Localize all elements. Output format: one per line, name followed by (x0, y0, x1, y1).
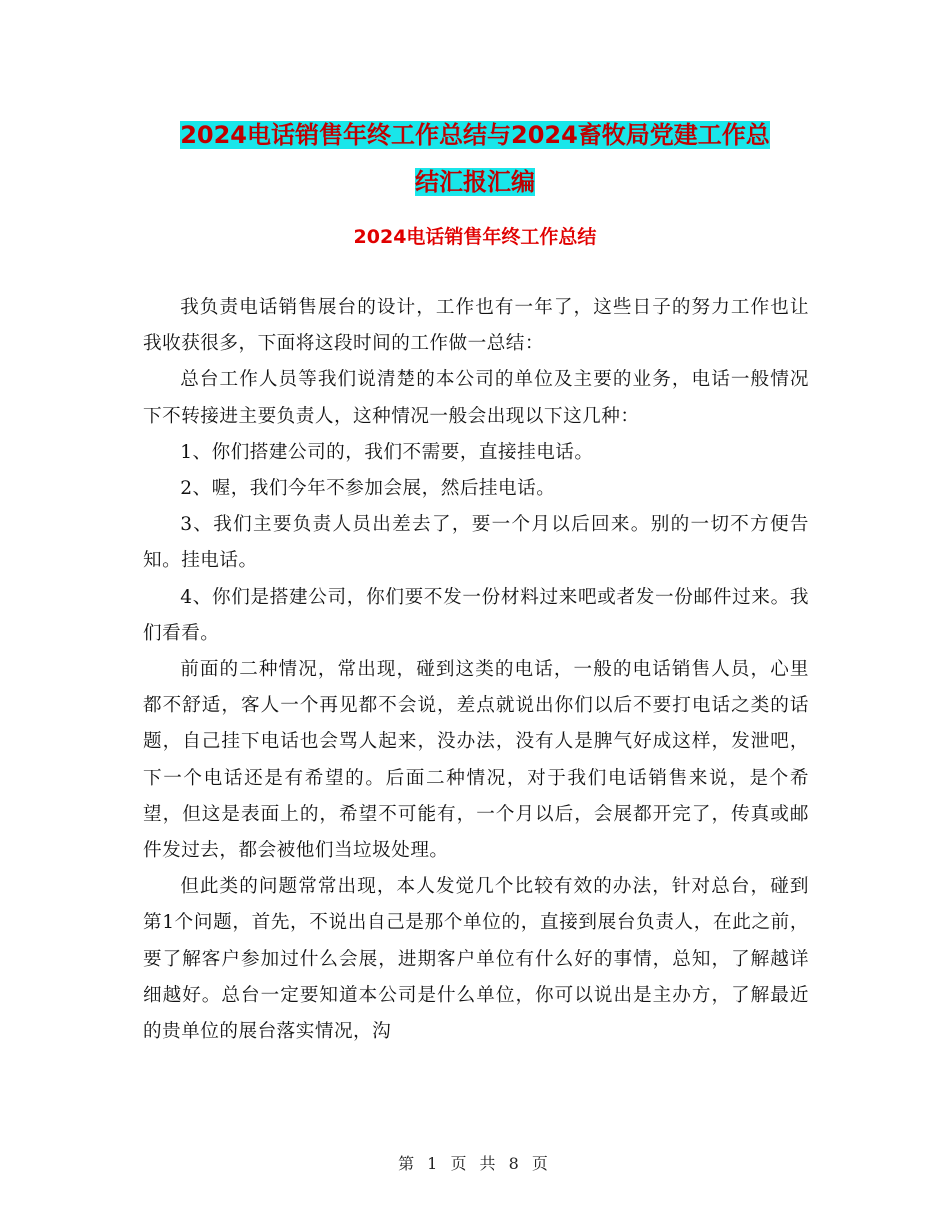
body-paragraph: 总台工作人员等我们说清楚的本公司的单位及主要的业务，电话一般情况下不转接进主要负责人，这种情况一般会出现以下这几种： (143, 369, 809, 427)
section-title: 2024电话销售年终工作总结 (353, 226, 597, 248)
document-title (140, 112, 810, 206)
body-paragraph: 前面的二种情况，常出现，碰到这类的电话，一般的电话销售人员，心里都不舒适，客人一个再见都不会说，差点就说出你们以后不要打电话之类的话题，自己挂下电话也会骂人起来，没办法，没有人是脾气好成这样，发泄吧，下一个电话还是有希望的。后面二种情况，对于我们电话销售来说，是个希望，但这是表面上的，希望不可能有，一个月以后，会展都开完了，传真或邮件发过去，都会被他们当垃圾处理。 (143, 659, 809, 862)
body-paragraph: 我负责电话销售展台的设计，工作也有一年了，这些日子的努力工作也让我收获很多，下面将这段时间的工作做一总结： (143, 297, 809, 355)
document-title-line1: 2024电话销售年终工作总结与2024畜牧局党建工作总 (180, 121, 770, 149)
document-body (143, 290, 809, 1050)
list-item: 3、我们主要负责人员出差去了，要一个月以后回来。别的一切不方便告知。挂电话。 (143, 514, 809, 572)
page-footer: 第 1 页 共 8 页 (398, 1154, 552, 1173)
list-item: 2、喔，我们今年不参加会展，然后挂电话。 (180, 478, 556, 500)
body-paragraph: 但此类的问题常常出现，本人发觉几个比较有效的办法，针对总台，碰到第1个问题，首先，不说出自己是那个单位的，直接到展台负责人，在此之前，要了解客户参加过什么会展，进期客户单位有什么好的事情，总知，了解越详细越好。总台一定要知道本公司是什么单位，你可以说出是主办方，了解最近的贵单位的展台落实情况，沟 (143, 876, 809, 1043)
list-item: 1、你们搭建公司的，我们不需要，直接挂电话。 (180, 441, 594, 463)
document-title-line2: 结汇报汇编 (415, 168, 535, 196)
list-item: 4、你们是搭建公司，你们要不发一份材料过来吧或者发一份邮件过来。我们看看。 (143, 586, 809, 644)
